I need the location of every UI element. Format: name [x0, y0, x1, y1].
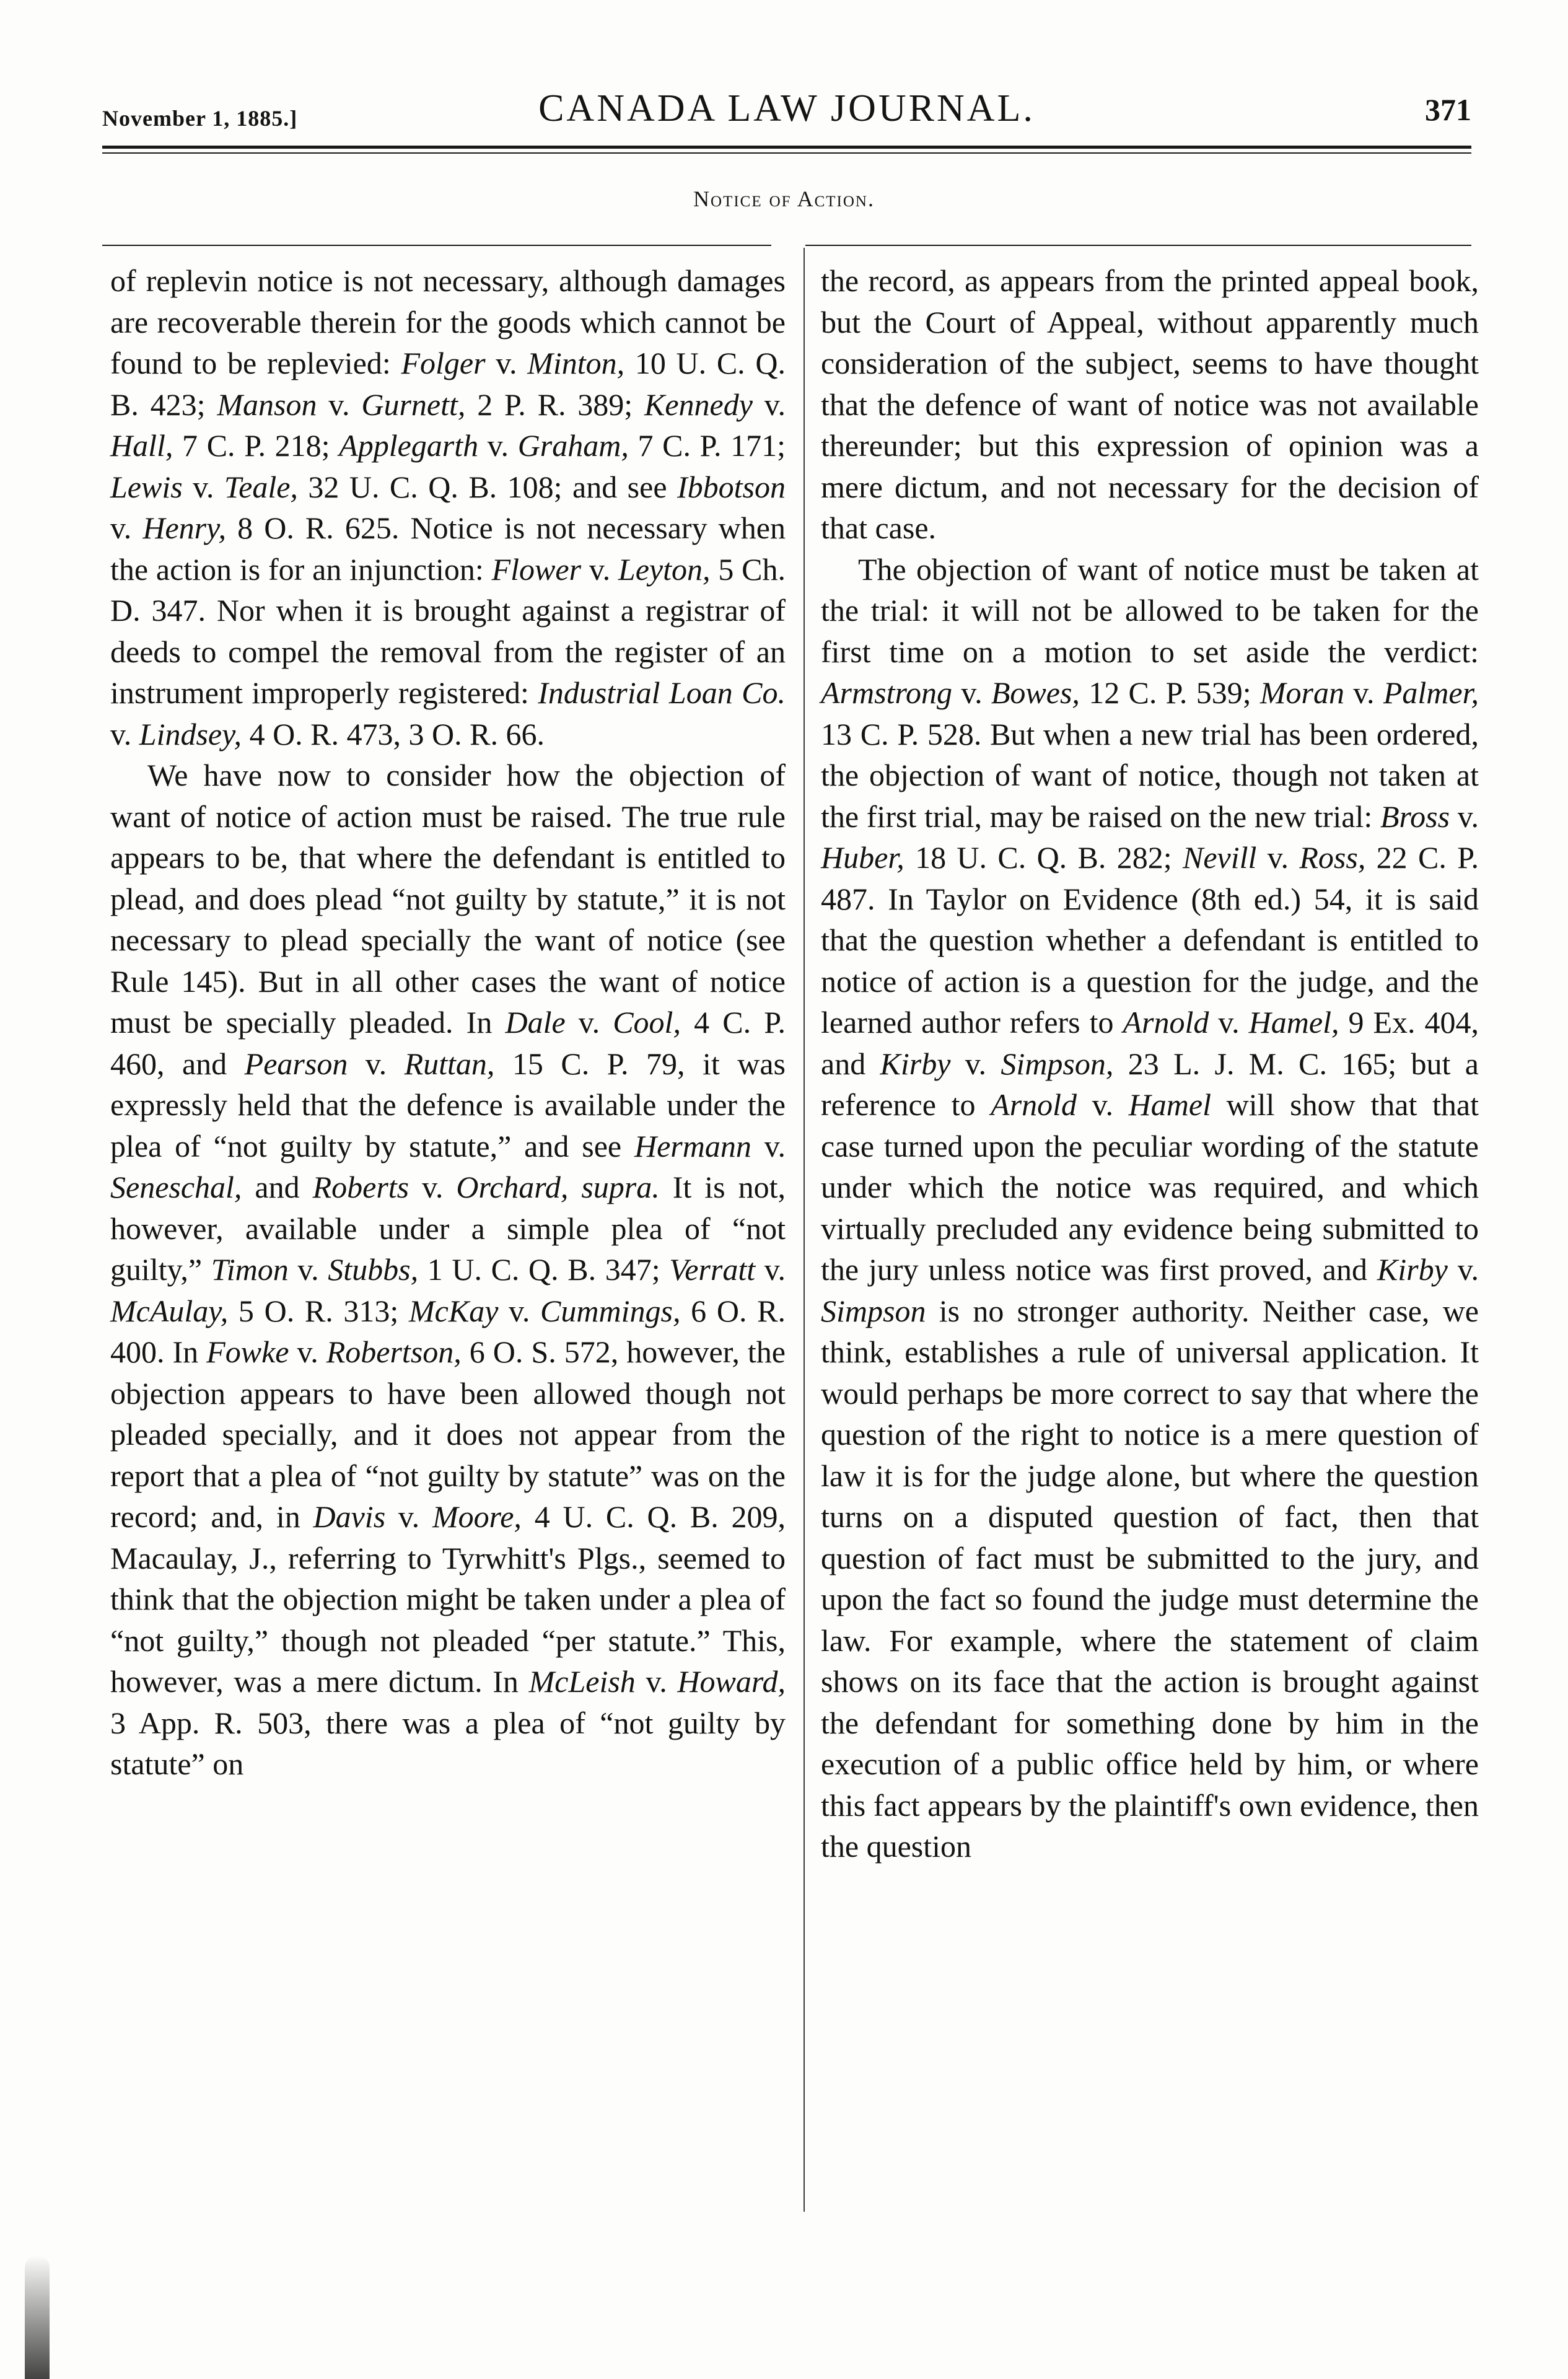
- left-paragraph-2: We have now to consider how the objection of want of notice of action must be raised. The true rule appears to be, that where the defendant is entitled to plead, and does plead “not guilty by statute,” it is not necessary to plead specially the want of notice (see Rule 145). But in all other cases the want of notice must be specially pleaded. In Dale v. Cool, 4 C. P. 460, and Pearson v. Ruttan, 15 C. P. 79, it was expressly held that the defence is available under the plea of “not guilty by statute,” and see Hermann v. Seneschal, and Roberts v. Orchard, supra. It is not, however, available under a simple plea of “not guilty,” Timon v. Stubbs, 1 U. C. Q. B. 347; Verratt v. McAulay, 5 O. R. 313; McKay v. Cummings, 6 O. R. 400. In Fowke v. Robertson, 6 O. S. 572, however, the objection appears to have been allowed though not pleaded specially, and it does not appear from the report that a plea of “not guilty by statute” was on the record; and, in Davis v. Moore, 4 U. C. Q. B. 209, Macaulay, J., referring to Tyrwhitt's Plgs., seemed to think that the objection might be taken under a plea of “not guilty,” though not pleaded “per statute.” This, however, was a mere dictum. In McLeish v. Howard, 3 App. R. 503, there was a plea of “not guilty by statute” on: [110, 758, 786, 1781]
- section-title: Notice of Action.: [693, 186, 875, 211]
- case-name: Howard,: [677, 1664, 786, 1699]
- case-name: Kirby: [880, 1046, 951, 1081]
- case-name: Palmer,: [1383, 675, 1479, 710]
- page-number: 371: [1425, 92, 1471, 127]
- case-name: Armstrong: [821, 675, 953, 710]
- left-column-top-rule: [102, 245, 771, 246]
- case-name: McKay: [409, 1293, 499, 1328]
- column-divider: [804, 248, 805, 2212]
- case-name: Moore,: [432, 1499, 522, 1534]
- case-name: Ruttan,: [404, 1046, 495, 1081]
- case-name: Huber,: [821, 840, 904, 875]
- case-name: Arnold: [1123, 1005, 1209, 1040]
- case-name: Hall,: [110, 428, 173, 463]
- case-name: Applegarth: [339, 428, 479, 463]
- case-name: Bross: [1380, 799, 1450, 834]
- case-name: Orchard, supra.: [456, 1170, 660, 1204]
- left-paragraph-1: of replevin notice is not necessary, although damages are recoverable therein for the goods which cannot be found to be replevied: Folger v. Minton, 10 U. C. Q. B. 423; Manson v. Gurnett, 2 P. R. 389; Kennedy v. Hall, 7 C. P. 218; Applegarth v. Graham, 7 C. P. 171; Lewis v. Teale, 32 U. C. Q. B. 108; and see Ibbotson v. Henry, 8 O. R. 625. Notice is not necessary when the action is for an injunction: Flower v. Leyton, 5 Ch. D. 347. Nor when it is brought against a registrar of deeds to compel the removal from the register of an instrument improperly registered: Industrial Loan Co. v. Lindsey, 4 O. R. 473, 3 O. R. 66.: [110, 263, 786, 751]
- journal-title: CANADA LAW JOURNAL.: [538, 87, 1035, 129]
- right-column: [821, 260, 1479, 1867]
- header-rule-thin: [102, 152, 1471, 154]
- case-name: Lindsey,: [139, 716, 242, 751]
- case-name: Kennedy: [644, 387, 753, 422]
- case-name: Leyton,: [618, 551, 711, 587]
- case-name: Dale: [505, 1005, 566, 1040]
- case-name: Davis: [313, 1499, 386, 1534]
- case-name: Hermann: [634, 1128, 751, 1163]
- case-name: Seneschal,: [110, 1170, 242, 1204]
- case-name: Manson: [217, 387, 317, 422]
- case-name: Robertson,: [326, 1334, 462, 1369]
- case-name: Nevill: [1182, 840, 1257, 875]
- right-column-top-rule: [805, 245, 1471, 246]
- left-column: [110, 260, 786, 1785]
- right-paragraph-1: the record, as appears from the printed appeal book, but the Court of Appeal, without apparently much consideration of the subject, seems to have thought that the defence of want of notice was not available thereunder; but this expression of opinion was a mere dictum, and not necessary for the decision of that case.: [821, 263, 1479, 545]
- case-name: Hamel,: [1248, 1005, 1339, 1040]
- case-name: Pearson: [244, 1046, 348, 1081]
- case-name: Ross,: [1299, 840, 1366, 875]
- case-name: Cool,: [613, 1005, 681, 1040]
- case-name: Stubbs,: [328, 1252, 419, 1287]
- case-name: Fowke: [206, 1334, 289, 1369]
- case-name: Kirby: [1377, 1252, 1448, 1287]
- header-rule-thick: [102, 146, 1471, 149]
- case-name: Teale,: [224, 469, 298, 504]
- case-name: Graham,: [517, 428, 629, 463]
- case-name: Folger: [401, 346, 486, 380]
- case-name: Simpson: [821, 1293, 926, 1328]
- case-name: Henry,: [142, 510, 227, 545]
- right-paragraph-2: The objection of want of notice must be taken at the trial: it will not be allowed to be taken for the first time on a motion to set aside the verdict: Armstrong v. Bowes, 12 C. P. 539; Moran v. Palmer, 13 C. P. 528. But when a new trial has been ordered, the objection of want of notice, though not taken at the first trial, may be raised on the new trial: Bross v. Huber, 18 U. C. Q. B. 282; Nevill v. Ross, 22 C. P. 487. In Taylor on Evidence (8th ed.) 54, it is said that the question whether a defendant is entitled to notice of action is a question for the judge, and the learned author refers to Arnold v. Hamel, 9 Ex. 404, and Kirby v. Simpson, 23 L. J. M. C. 165; but a reference to Arnold v. Hamel will show that that case turned upon the peculiar wording of the statute under which the notice was required, and which virtually precluded any evidence being submitted to the jury unless notice was first proved, and Kirby v. Simpson is no stronger authority. Neither case, we think, establishes a rule of universal application. It would perhaps be more correct to say that where the question of the right to notice is a mere question of law it is for the judge alone, but where the question turns on a disputed question of fact, then that question of fact must be submitted to the jury, and upon the fact so found the judge must determine the law. For example, where the statement of claim shows on its face that the action is brought against the defendant for something done by him in the execution of a public office held by him, or where this fact appears by the plaintiff's own evidence, then the question: [821, 551, 1479, 1864]
- case-name: Ibbotson: [677, 469, 786, 504]
- case-name: Moran: [1259, 675, 1344, 710]
- case-name: Verratt: [669, 1252, 756, 1287]
- issue-date: November 1, 1885.]: [102, 106, 298, 131]
- case-name: Lewis: [110, 469, 183, 504]
- case-name: Flower: [491, 551, 582, 587]
- scan-edge-shadow: [25, 2255, 50, 2379]
- case-name: McAulay,: [110, 1293, 229, 1328]
- case-name: Bowes,: [991, 675, 1080, 710]
- case-name: Minton,: [527, 346, 625, 380]
- case-name: Simpson,: [1001, 1046, 1114, 1081]
- case-name: Timon: [211, 1252, 289, 1287]
- case-name: Cummings,: [540, 1293, 681, 1328]
- case-name: Gurnett,: [361, 387, 466, 422]
- case-name: Roberts: [312, 1170, 410, 1204]
- case-name: Arnold: [991, 1087, 1077, 1122]
- case-name: Hamel: [1128, 1087, 1211, 1122]
- case-name: Industrial Loan Co.: [538, 675, 786, 710]
- running-head: [102, 87, 1471, 142]
- case-name: McLeish: [528, 1664, 636, 1699]
